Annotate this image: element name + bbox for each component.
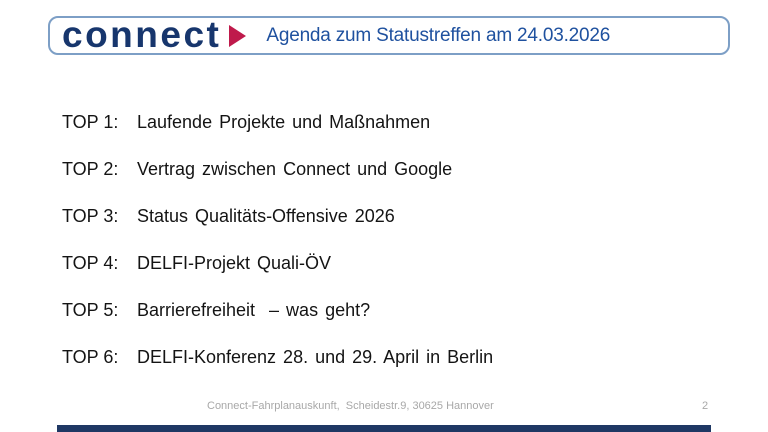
agenda-item-label: TOP 4: [62, 253, 119, 273]
agenda-item-label: TOP 2: [62, 159, 119, 179]
agenda-item-label: TOP 3: [62, 206, 119, 226]
header-box [48, 13, 730, 55]
agenda-list [62, 110, 738, 392]
agenda-item-label: TOP 6: [62, 347, 119, 367]
footer-address: Connect-Fahrplanauskunft, Scheidestr.9, 30625 Hannover [207, 400, 494, 412]
agenda-item-2 [62, 157, 738, 181]
connect-logo: connect [62, 13, 222, 55]
page-number: 2 [702, 400, 709, 412]
agenda-item-5 [62, 298, 738, 322]
agenda-item-6 [62, 345, 738, 369]
agenda-item-text: Vertrag zwischen Connect und Google [137, 159, 453, 179]
agenda-item-label: TOP 5: [62, 300, 119, 320]
play-triangle-icon [229, 25, 246, 47]
slide-title: Agenda zum Statustreffen am 24.03.2026 [266, 24, 611, 46]
agenda-item-text: Status Qualitäts-Offensive 2026 [137, 206, 395, 226]
agenda-item-4 [62, 251, 738, 275]
agenda-item-1 [62, 110, 738, 134]
agenda-item-text: DELFI-Konferenz 28. und 29. April in Berlin [137, 347, 494, 367]
agenda-item-text: Barrierefreiheit – was geht? [137, 300, 371, 320]
agenda-item-label: TOP 1: [62, 112, 119, 132]
bottom-accent-bar [57, 425, 711, 432]
agenda-item-text: Laufende Projekte und Maßnahmen [137, 112, 431, 132]
agenda-item-3 [62, 204, 738, 228]
agenda-item-text: DELFI-Projekt Quali-ÖV [137, 253, 332, 273]
